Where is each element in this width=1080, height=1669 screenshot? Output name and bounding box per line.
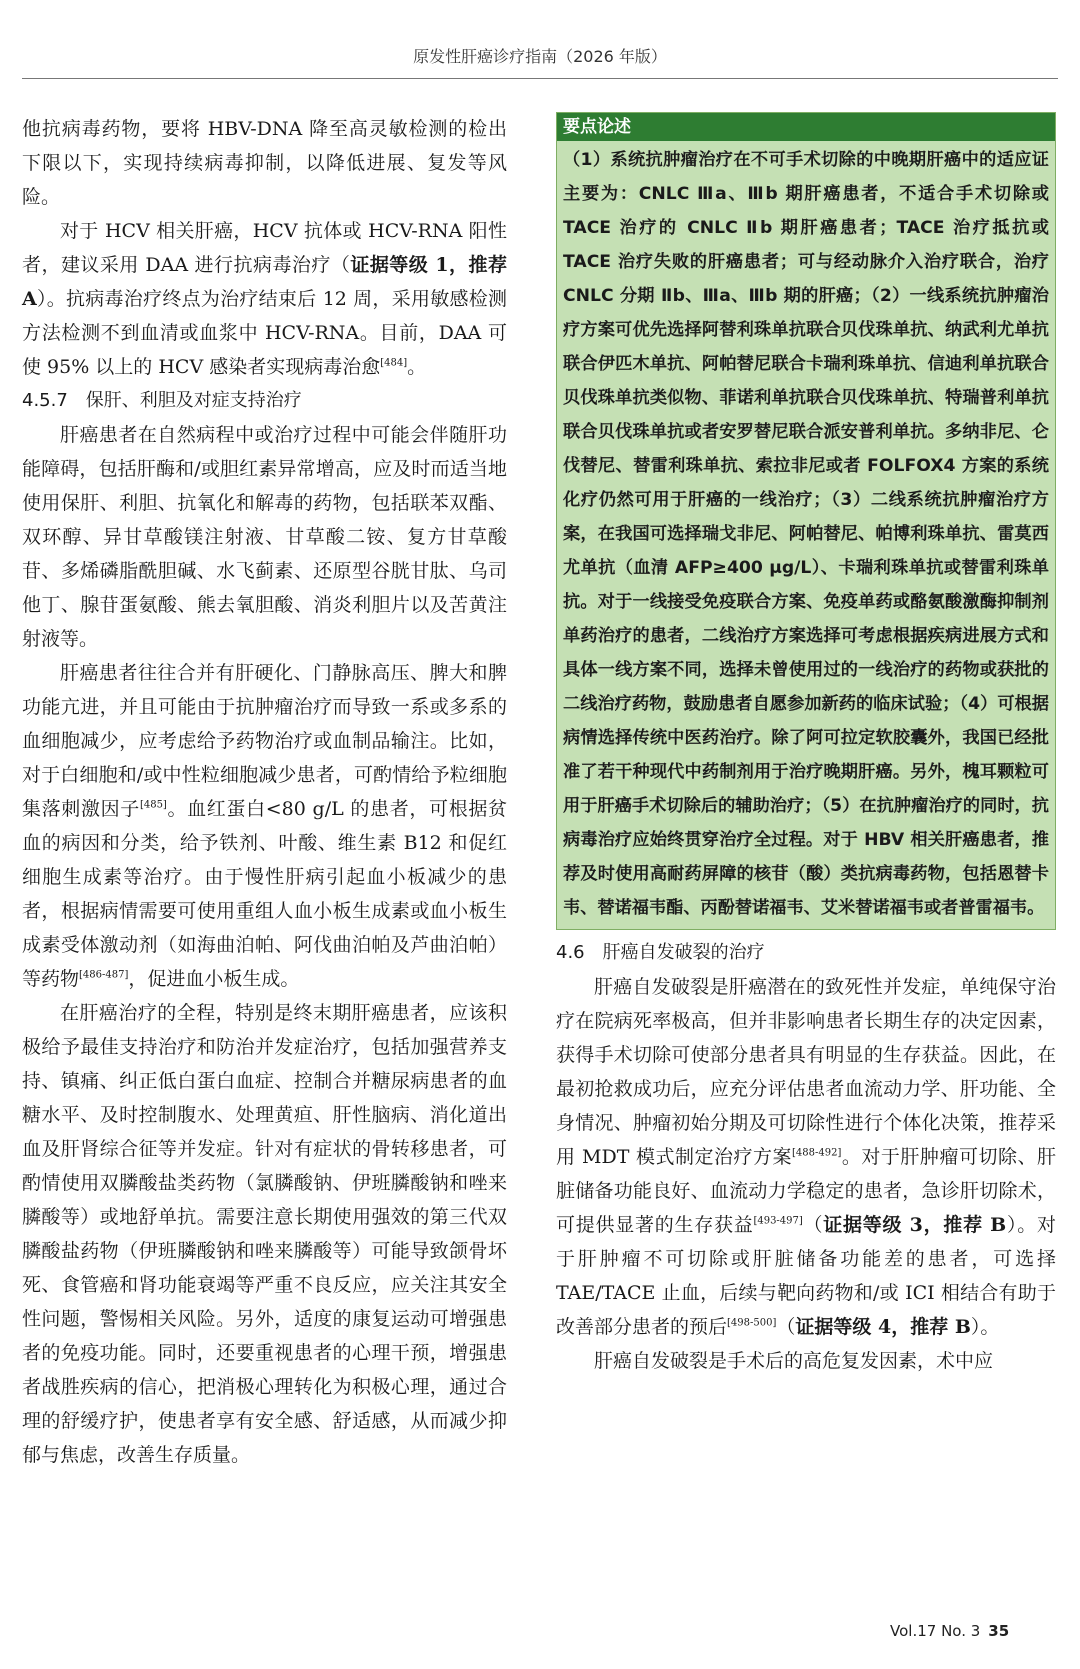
evidence-level: 证据等级 4，推荐 B — [795, 1316, 971, 1338]
paragraph-hematologic: 肝癌患者往往合并有肝硬化、门静脉高压、脾大和脾功能亢进，并且可能由于抗肿瘤治疗而导致一系或多系的血细胞减少，应考虑给予药物治疗或血制品输注。比如，对于白细胞和/或中性粒细胞减少患者，可酌情给予粒细胞集落刺激因子[485]。血红蛋白<80 g/L 的患者，可根据贫血的病因和分类，给予铁剂、叶酸、维生素 B12 和促红细胞生成素等治疗。由于慢性肝病引起血小板减少的患者，根据病情需要可使用重组人血小板生成素或血小板生成素受体激动剂（如海曲泊帕、阿伐曲泊帕及芦曲泊帕）等药物[486-487]，促进血小板生成。 — [22, 662, 507, 990]
key-points-box — [556, 112, 1056, 930]
paragraph-supportive-care: 在肝癌治疗的全程，特别是终末期肝癌患者，应该积极给予最佳支持治疗和防治并发症治疗，包括加强营养支持、镇痛、纠正低白蛋白血症、控制合并糖尿病患者的血糖水平、及时控制腹水、处理黄疸、肝性脑病、消化道出血及肝肾综合征等并发症。针对有症状的骨转移患者，可酌情使用双膦酸盐类药物（氯膦酸钠、伊班膦酸钠和唑来膦酸等）或地舒单抗。需要注意长期使用强效的第三代双膦酸盐药物（伊班膦酸钠和唑来膦酸等）可能导致颌骨坏死、食管癌和肾功能衰竭等严重不良反应，应关注其安全性问题，警惕相关风险。另外，适度的康复运动可增强患者的免疫功能。同时，还要重视患者的心理干预，增强患者战胜疾病的信心，把消极心理转化为积极心理，通过合理的舒缓疗护，使患者享有安全感、舒适感，从而减少抑郁与焦虑，改善生存质量。 — [22, 1002, 507, 1466]
page-number: 35 — [988, 1622, 1010, 1640]
evidence-level: 证据等级 1，推荐 A — [22, 254, 507, 310]
evidence-level: 证据等级 3，推荐 B — [823, 1214, 1007, 1236]
citation: [498-500] — [727, 1317, 777, 1329]
citation: [488-492] — [792, 1147, 842, 1159]
section-heading-4-6: 4.6 肝癌自发破裂的治疗 — [556, 942, 765, 963]
running-header: 原发性肝癌诊疗指南（2026 年版） — [413, 47, 667, 66]
citation: [485] — [139, 799, 167, 811]
paragraph-rupture-recurrence: 肝癌自发破裂是手术后的高危复发因素，术中应 — [594, 1350, 994, 1372]
journal-volume: Vol.17 No. 3 — [890, 1622, 981, 1640]
paragraph-hbv-continued: 他抗病毒药物，要将 HBV-DNA 降至高灵敏检测的检出下限以下，实现持续病毒抑制，以降低进展、复发等风险。 — [22, 118, 507, 208]
left-column — [22, 112, 507, 1472]
page-footer — [890, 1622, 1009, 1640]
header-divider — [22, 78, 1058, 79]
paragraph-hcv: 对于 HCV 相关肝癌，HCV 抗体或 HCV-RNA 阳性者，建议采用 DAA 进行抗病毒治疗（证据等级 1，推荐 A）。抗病毒治疗终点为治疗结束后 12 周，采用敏感检测方法检测不到血清或血浆中 HCV-RNA。目前，DAA 可使 95% 以上的 HCV 感染者实现病毒治愈[484]。 — [22, 220, 507, 378]
key-points-title: 要点论述 — [557, 113, 1055, 141]
right-column — [556, 112, 1056, 1378]
citation: [484] — [380, 357, 408, 369]
citation: [493-497] — [753, 1215, 803, 1227]
paragraph-rupture-treatment: 肝癌自发破裂是肝癌潜在的致死性并发症，单纯保守治疗在院病死率极高，但并非影响患者长期生存的决定因素，获得手术切除可使部分患者具有明显的生存获益。因此，在最初抢救成功后，应充分评估患者血流动力学、肝功能、全身情况、肿瘤初始分期及可切除性进行个体化决策，推荐采用 MDT 模式制定治疗方案[488-492]。对于肝肿瘤可切除、肝脏储备功能良好、血流动力学稳定的患者，急诊肝切除术，可提供显著的生存获益[493-497]（证据等级 3，推荐 B）。对于肝肿瘤不可切除或肝脏储备功能差的患者，可选择 TAE/TACE 止血，后续与靶向药物和/或 ICI 相结合有助于改善部分患者的预后[498-500]（证据等级 4，推荐 B）。 — [556, 976, 1056, 1338]
citation: [486-487] — [79, 969, 129, 981]
section-heading-4-5-7: 4.5.7 保肝、利胆及对症支持治疗 — [22, 390, 302, 411]
paragraph-liver-protection: 肝癌患者在自然病程中或治疗过程中可能会伴随肝功能障碍，包括肝酶和/或胆红素异常增高，应及时而适当地使用保肝、利胆、抗氧化和解毒的药物，包括联苯双酯、双环醇、异甘草酸镁注射液、甘草酸二铵、复方甘草酸苷、多烯磷脂酰胆碱、水飞蓟素、还原型谷胱甘肽、乌司他丁、腺苷蛋氨酸、熊去氧胆酸、消炎利胆片以及苦黄注射液等。 — [22, 424, 507, 650]
key-points-body: （1）系统抗肿瘤治疗在不可手术切除的中晚期肝癌中的适应证主要为：CNLC Ⅲa、Ⅲb 期肝癌患者，不适合手术切除或 TACE 治疗的 CNLC Ⅱb 期肝癌患者；TACE 治疗抵抗或 TACE 治疗失败的肝癌患者；可与经动脉介入治疗联合，治疗 CNLC 分期 Ⅱb、Ⅲa、Ⅲb 期的肝癌；（2）一线系统抗肿瘤治疗方案可优先选择阿替利珠单抗联合贝伐珠单抗、纳武利尤单抗联合伊匹木单抗、阿帕替尼联合卡瑞利珠单抗、信迪利单抗联合贝伐珠单抗类似物、菲诺利单抗联合贝伐珠单抗、特瑞普利单抗联合贝伐珠单抗或者安罗替尼联合派安普利单抗。多纳非尼、仑伐替尼、替雷利珠单抗、索拉非尼或者 FOLFOX4 方案的系统化疗仍然可用于肝癌的一线治疗；（3）二线系统抗肿瘤治疗方案，在我国可选择瑞戈非尼、阿帕替尼、帕博利珠单抗、雷莫西尤单抗（血清 AFP≥400 μg/L）、卡瑞利珠单抗或替雷利珠单抗。对于一线接受免疫联合方案、免疫单药或酪氨酸激酶抑制剂单药治疗的患者，二线治疗方案选择可考虑根据疾病进展方式和具体一线方案不同，选择未曾使用过的一线治疗的药物或获批的二线治疗药物，鼓励患者自愿参加新药的临床试验；（4）可根据病情选择传统中医药治疗。除了阿可拉定软胶囊外，我国已经批准了若干种现代中药制剂用于治疗晚期肝癌。另外，槐耳颗粒可用于肝癌手术切除后的辅助治疗；（5）在抗肿瘤治疗的同时，抗病毒治疗应始终贯穿治疗全过程。对于 HBV 相关肝癌患者，推荐及时使用高耐药屏障的核苷（酸）类抗病毒药物，包括恩替卡韦、替诺福韦酯、丙酚替诺福韦、艾米替诺福韦或者普雷福韦。 — [563, 150, 1049, 918]
